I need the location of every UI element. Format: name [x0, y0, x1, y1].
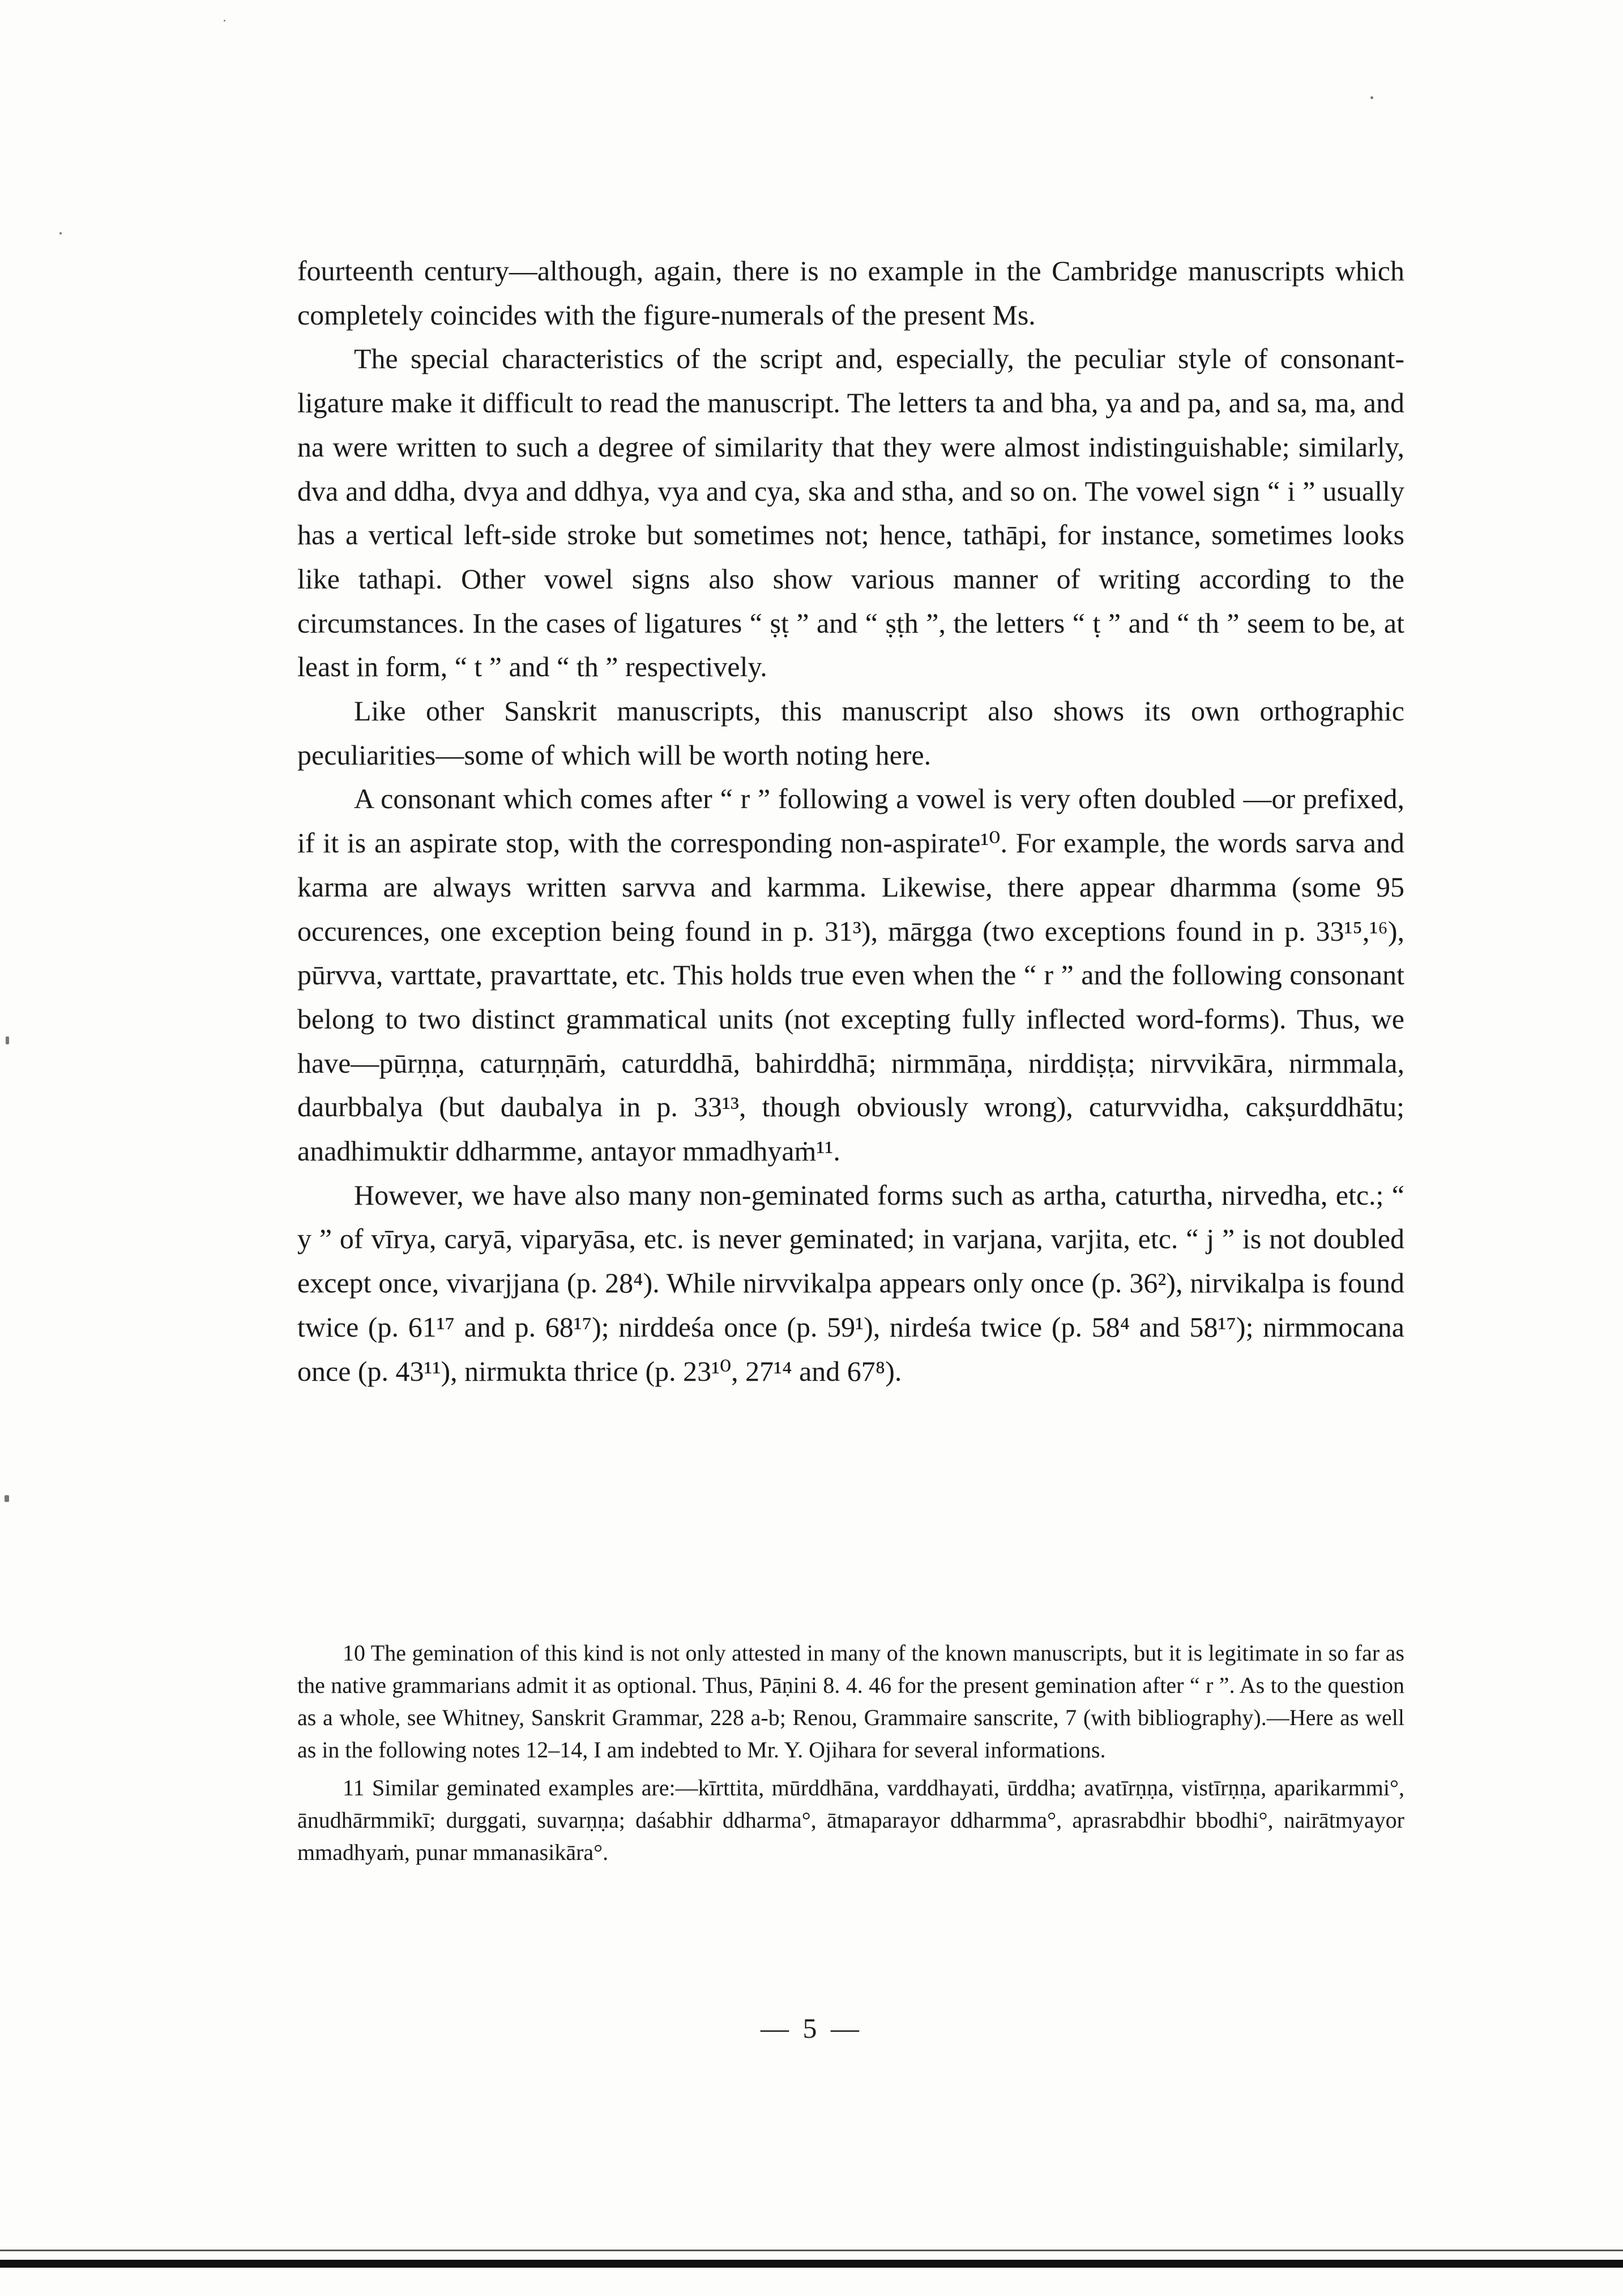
footnote-text: The gemination of this kind is not only attested in many of the known manuscripts, but it is legitimate in so far as the native grammarians admit it as optional. Thus, Pāṇini 8. 4. 46 for the present gemination after “ r ”. As to the question as a whole, see Whitney, Sanskrit Grammar, 228 a-b; Renou, Grammaire sanscrite, 7 (with bibliography).—Here as well as in the following notes 12–14, I am indebted to Mr. Y. Ojihara for several informations. — [297, 1640, 1404, 1762]
scan-edge-line — [0, 2250, 1623, 2251]
paragraph-orthographic-peculiarities: Like other Sanskrit manuscripts, this manuscript also shows its own orthographic peculiarities—some of which will be worth noting here. — [297, 695, 1404, 771]
paragraph-script-characteristics: The special characteristics of the script and, especially, the peculiar style of consonant-ligature make it difficult to read the manuscript. The letters ta and bha, ya and pa, and sa, ma, and na were written to such a degree of similarity that they were almost indistinguishable; similarly, dva and ddha, dvya and ddhya, vya and cya, ska and stha, and so on. The vowel sign “ i ” usually has a vertical left-side stroke but sometimes not; hence, tathāpi, for instance, sometimes looks like tathapi. Other vowel signs also show various manner of writing according to the circumstances. In the cases of ligatures “ ṣṭ ” and “ ṣṭh ”, the letters “ ṭ ” and “ th ” seem to be, at least in form, “ t ” and “ th ” respectively. — [297, 343, 1404, 683]
paragraph-consonant-gemination: A consonant which comes after “ r ” following a vowel is very often doubled —or prefixed, if it is an aspirate stop, with the corresponding non-aspirate¹⁰. For example, the words sarva and karma are always written sarvva and karmma. Likewise, there appear dharmma (some 95 occurences, one exception being found in p. 31³), mārgga (two exceptions found in p. 33¹⁵,¹⁶), pūrvva, varttate, pravarttate, etc. This holds true even when the “ r ” and the following consonant belong to two distinct grammatical units (not excepting fully inflected word-forms). Thus, we have—pūrṇṇa, caturṇṇāṁ, caturddhā, bahirddhā; nirmmāṇa, nirddiṣṭa; nirvvikāra, nirmmala, daurbbalya (but daubalya in p. 33¹³, though obviously wrong), caturvvidha, cakṣurddhātu; anadhimuktir ddharmme, antayor mmadhyaṁ¹¹. — [297, 783, 1404, 1167]
scan-speck — [224, 20, 225, 22]
paragraph-continued: fourteenth century—although, again, there is no example in the Cambridge manuscripts which completely coincides with the figure-numerals of the present Ms. — [297, 255, 1404, 331]
footnote-10 — [297, 1637, 1404, 1766]
footnote-number: 11 — [343, 1775, 365, 1800]
footnote-number: 10 — [343, 1640, 365, 1666]
scan-speck — [6, 1036, 9, 1044]
body-text — [297, 249, 1404, 1393]
scan-speck — [59, 232, 62, 234]
footnotes — [297, 1637, 1404, 1874]
paragraph-non-geminated-forms: However, we have also many non-geminated forms such as artha, caturtha, nirvedha, etc.; “ y ” of vīrya, caryā, viparyāsa, etc. is never geminated; in varjana, varjita, etc. “ j ” is not doubled except once, vivarjjana (p. 28⁴). While nirvvikalpa appears only once (p. 36²), nirvikalpa is found twice (p. 61¹⁷ and p. 68¹⁷); nirddeśa once (p. 59¹), nirdeśa twice (p. 58⁴ and 58¹⁷); nirmmocana once (p. 43¹¹), nirmukta thrice (p. 23¹⁰, 27¹⁴ and 67⁸). — [297, 1179, 1404, 1387]
page-number: — 5 — — [761, 2012, 862, 2044]
scan-speck — [1370, 96, 1373, 99]
scan-bottom-border — [0, 2260, 1623, 2268]
footnote-text: Similar geminated examples are:—kīrttita, mūrddhāna, varddhayati, ūrddha; avatīrṇṇa, vistīrṇṇa, aparikarmmi°, ānudhārmmikī; durggati, suvarṇṇa; daśabhir ddharma°, ātmaparayor ddharmma°, aprasrabdhir bbodhi°, nairātmyayor mmadhyaṁ, punar mmanasikāra°. — [297, 1775, 1405, 1865]
footnote-11 — [297, 1772, 1404, 1868]
scan-speck — [5, 1495, 9, 1502]
